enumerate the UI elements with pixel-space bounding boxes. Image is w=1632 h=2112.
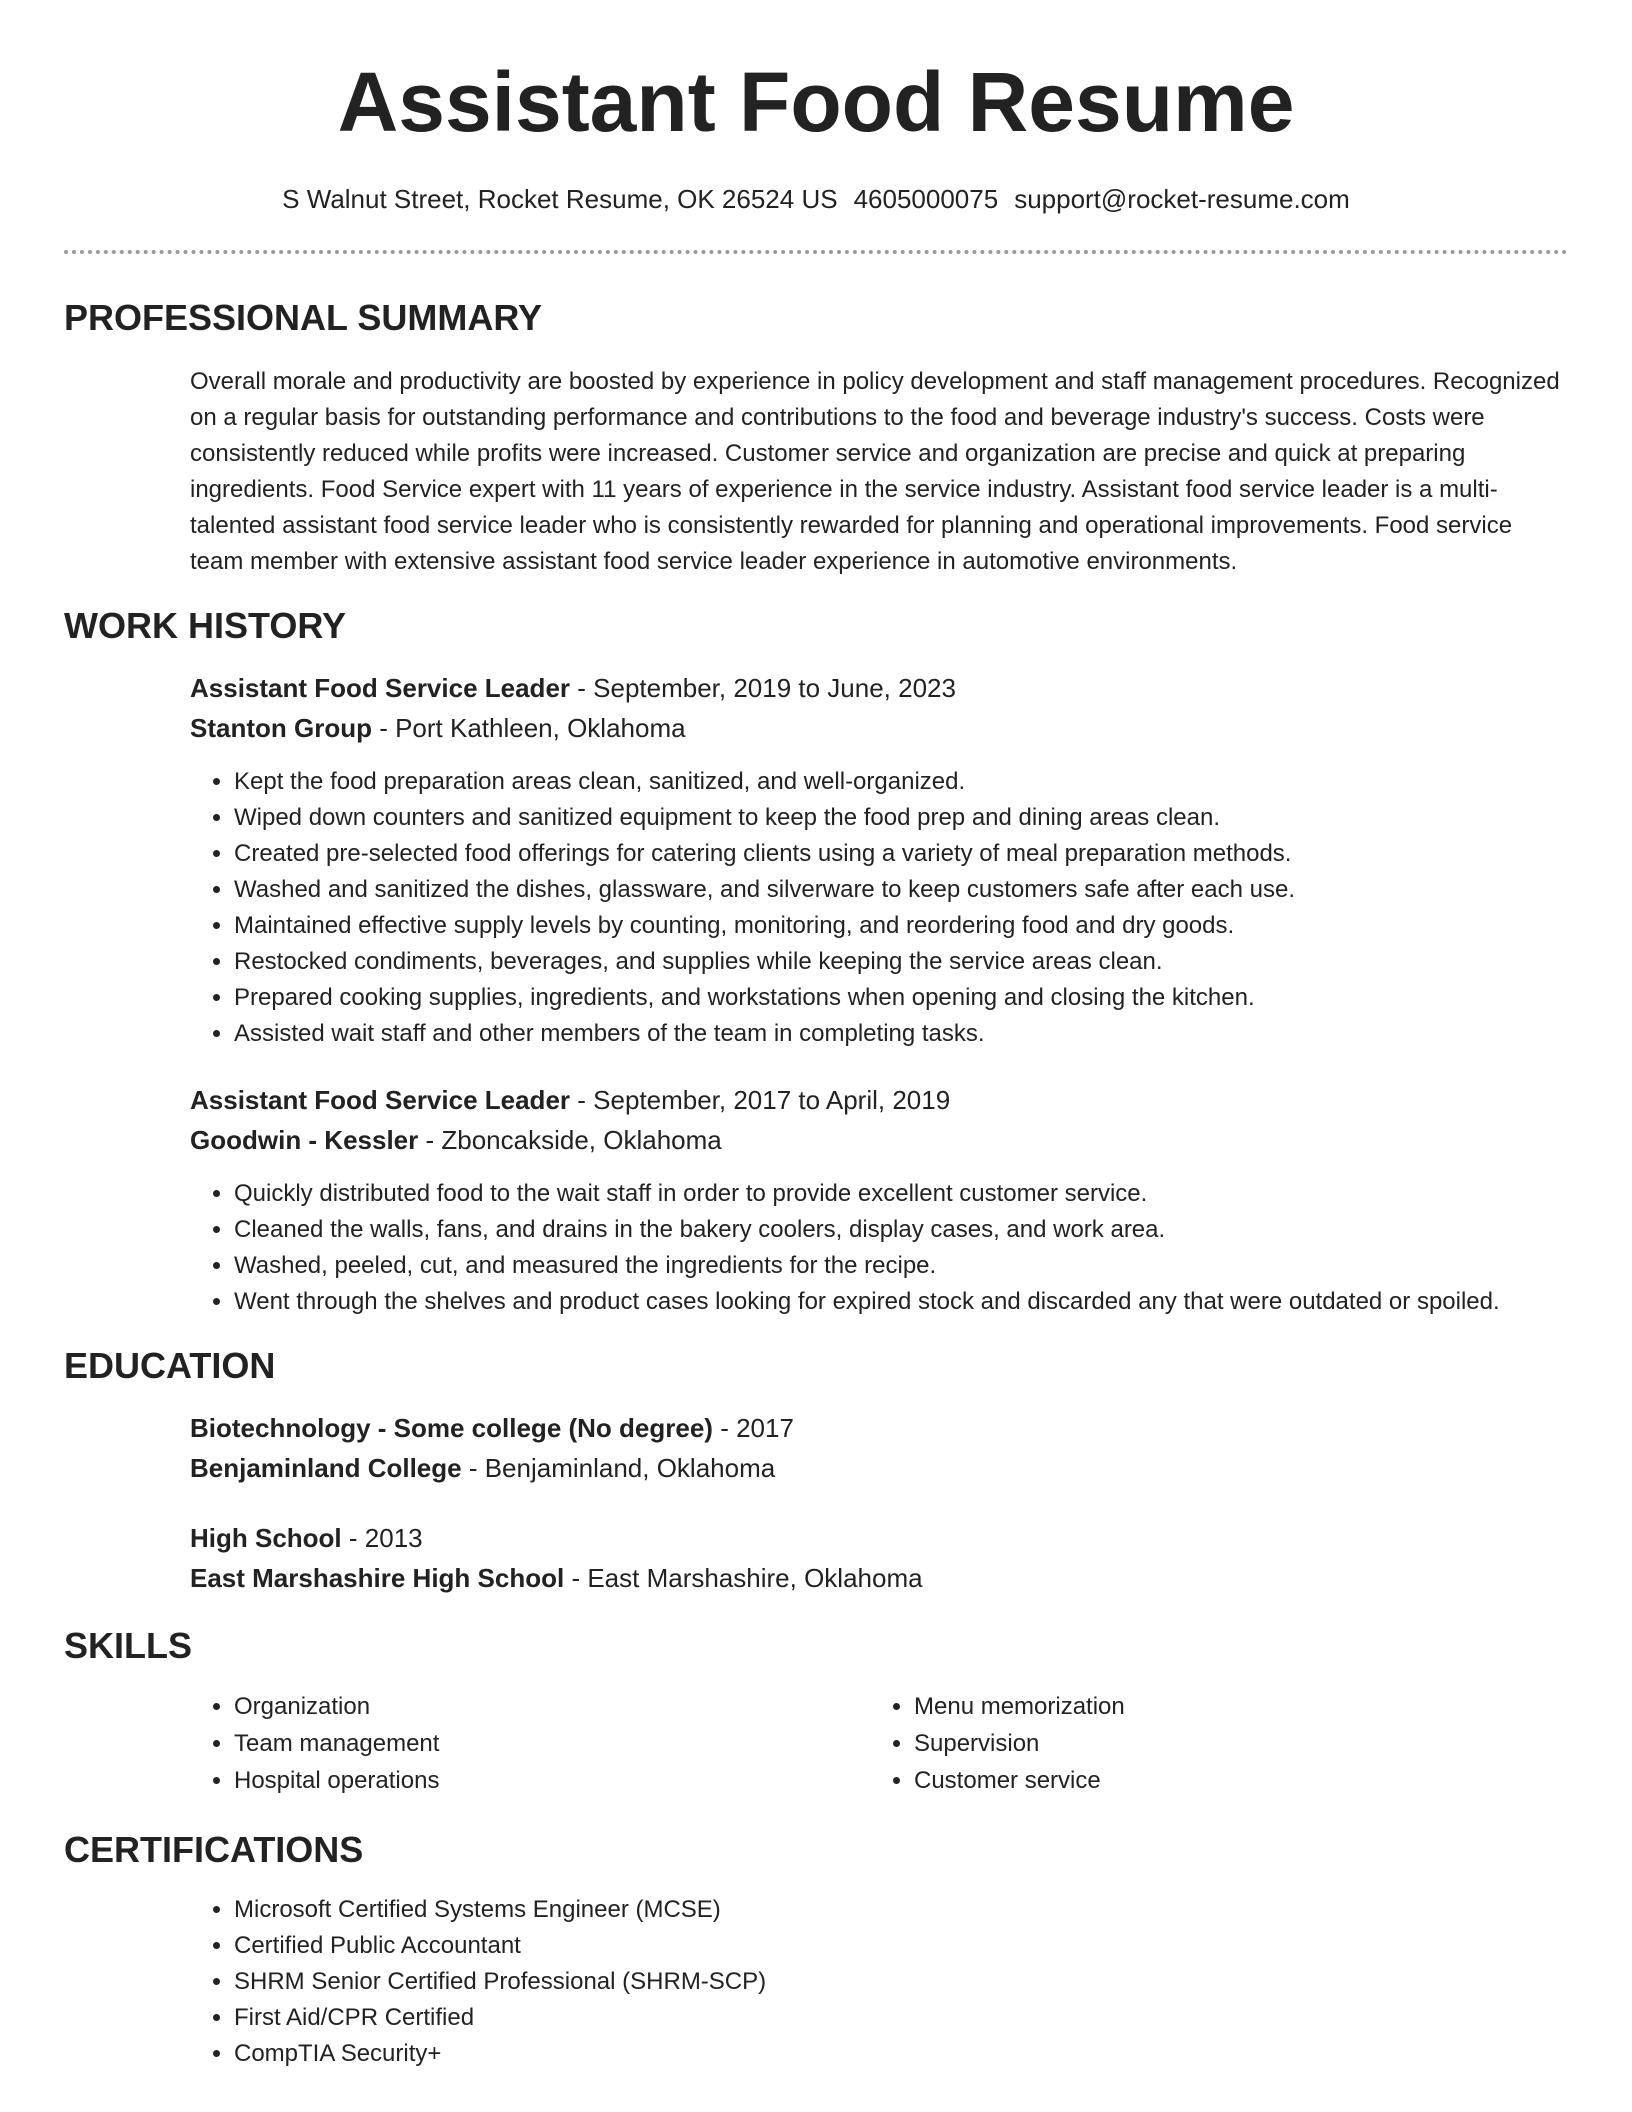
summary-text: Overall morale and productivity are boosted by experience in policy development and staff management procedures. Recognized on a regular basis for outstanding performance and contributions to the food and beverage industry's success. Costs were consistently reduced while profits were increased. Customer service and organization are precise and quick at preparing ingredients. Food Service expert with 11 years of experience in the service industry. Assistant food service leader is a multi-talented assistant food service leader who is consistently rewarded for planning and operational improvements. Food service team member with extensive assistant food service leader experience in automotive environments. (190, 368, 1560, 575)
job-duties-list (190, 1176, 1614, 1320)
education-degree: Biotechnology - Some college (No degree) (190, 1413, 713, 1443)
list-item: • Assisted wait staff and other members of the team in completing tasks. (234, 1016, 1614, 1052)
list-item: • Microsoft Certified Systems Engineer (MCSE) (234, 1892, 1614, 1928)
list-item: • Organization (234, 1688, 834, 1725)
list-item: • Created pre-selected food offerings for catering clients using a variety of meal preparation methods. (234, 836, 1614, 872)
job-title: Assistant Food Service Leader (190, 1085, 571, 1115)
skills-heading: SKILLS (64, 1625, 193, 1666)
job-company-line (190, 1120, 722, 1160)
header-divider (64, 250, 1568, 254)
job-title-line (190, 1080, 950, 1120)
job-company: Goodwin - Kessler (190, 1125, 419, 1155)
list-item: • Customer service (914, 1762, 1514, 1799)
education-school: East Marshashire High School (190, 1563, 565, 1593)
list-item: • Menu memorization (914, 1688, 1514, 1725)
list-item: • Cleaned the walls, fans, and drains in the bakery coolers, display cases, and work area. (234, 1212, 1614, 1248)
resume-title: Assistant Food Resume (337, 55, 1295, 149)
education-degree: High School (190, 1523, 342, 1553)
education-year: - 2013 (341, 1523, 423, 1553)
education-location: - East Marshashire, Oklahoma (564, 1563, 923, 1593)
job-title-line (190, 668, 956, 708)
skills-list-left (190, 1688, 834, 1799)
work-history-heading: WORK HISTORY (64, 605, 347, 646)
list-item: • Team management (234, 1725, 834, 1762)
list-item: • Certified Public Accountant (234, 1928, 1614, 1964)
list-item: • Washed and sanitized the dishes, glassware, and silverware to keep customers safe after each use. (234, 872, 1614, 908)
education-location: - Benjaminland, Oklahoma (461, 1453, 776, 1483)
education-school-line (190, 1558, 923, 1598)
list-item: • Quickly distributed food to the wait staff in order to provide excellent customer service. (234, 1176, 1614, 1212)
list-item: • Kept the food preparation areas clean, sanitized, and well-organized. (234, 764, 1614, 800)
job-dates: - September, 2017 to April, 2019 (570, 1085, 951, 1115)
list-item: • Wiped down counters and sanitized equipment to keep the food prep and dining areas clean. (234, 800, 1614, 836)
job-company-line (190, 708, 686, 748)
education-school-line (190, 1448, 775, 1488)
job-title: Assistant Food Service Leader (190, 673, 571, 703)
education-heading: EDUCATION (64, 1345, 276, 1386)
education-degree-line (190, 1518, 423, 1558)
job-duties-list (190, 764, 1614, 1052)
certifications-heading: CERTIFICATIONS (64, 1829, 364, 1870)
education-year: - 2017 (712, 1413, 794, 1443)
education-degree-line (190, 1408, 794, 1448)
certifications-list (190, 1892, 1614, 2072)
job-location: - Port Kathleen, Oklahoma (371, 713, 686, 743)
list-item: • Maintained effective supply levels by counting, monitoring, and reordering food and dry goods. (234, 908, 1614, 944)
job-dates: - September, 2019 to June, 2023 (570, 673, 956, 703)
job-company: Stanton Group (190, 713, 372, 743)
list-item: • Supervision (914, 1725, 1514, 1762)
job-location: - Zboncakside, Oklahoma (418, 1125, 722, 1155)
list-item: • Went through the shelves and product cases looking for expired stock and discarded any that were outdated or spoiled. (234, 1284, 1614, 1320)
skills-list-right (870, 1688, 1514, 1799)
contact-line (0, 180, 1632, 218)
education-school: Benjaminland College (190, 1453, 462, 1483)
list-item: • Prepared cooking supplies, ingredients, and workstations when opening and closing the kitchen. (234, 980, 1614, 1016)
list-item: • Hospital operations (234, 1762, 834, 1799)
contact-address: S Walnut Street, Rocket Resume, OK 26524 US (282, 184, 838, 214)
list-item: • CompTIA Security+ (234, 2036, 1614, 2072)
contact-phone: 4605000075 (853, 184, 999, 214)
contact-email: support@rocket-resume.com (1014, 184, 1350, 214)
summary-heading: PROFESSIONAL SUMMARY (64, 297, 543, 338)
list-item: • First Aid/CPR Certified (234, 2000, 1614, 2036)
list-item: • SHRM Senior Certified Professional (SHRM-SCP) (234, 1964, 1614, 2000)
list-item: • Washed, peeled, cut, and measured the ingredients for the recipe. (234, 1248, 1614, 1284)
list-item: • Restocked condiments, beverages, and supplies while keeping the service areas clean. (234, 944, 1614, 980)
